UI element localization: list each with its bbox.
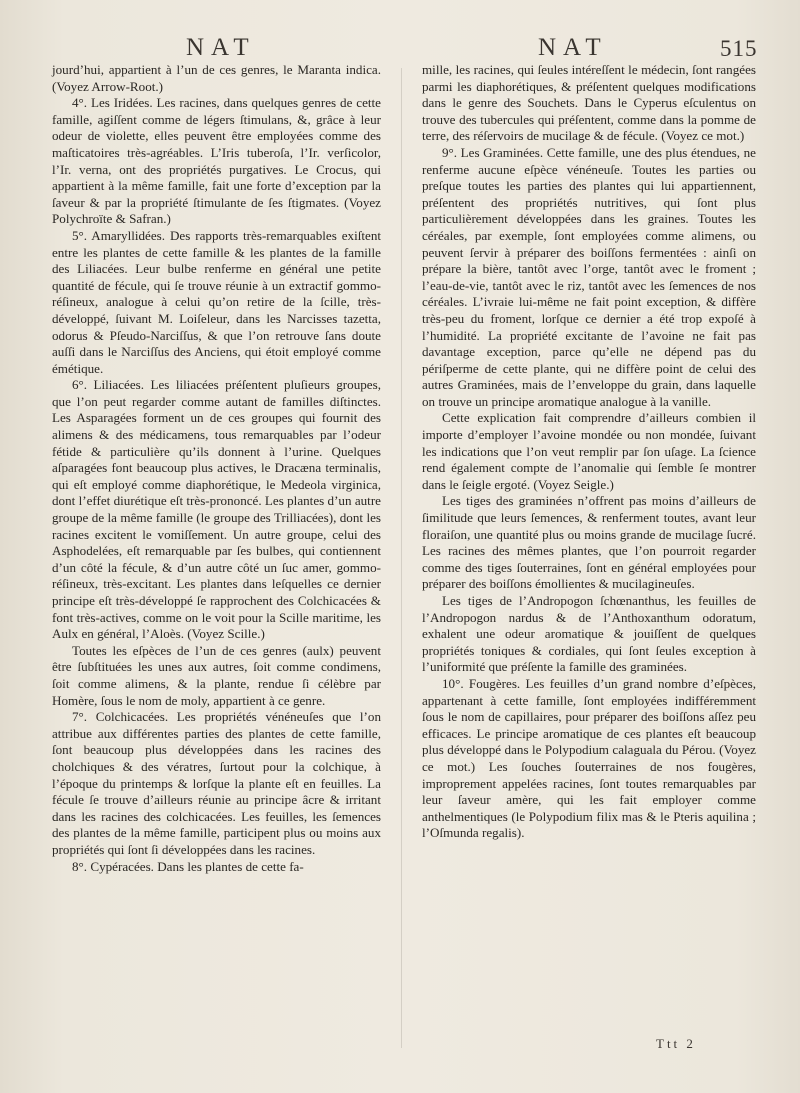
paragraph-liliacees: 6°. Liliacées. Les liliacées préſentent pluſieurs groupes, que l’on peut regarder comme autant de familles diſtinctes. Les Asparagées forment un de ces groupes qui fournit des alimens & des médicamens, tous remarquables par l’odeur fétide & particulière qu’ils donnent à l’urine. Quelques aſparagées font beaucoup plus actives, le Dracæna terminalis, qui eſt employé comme diaphorétique, le Medeola virginica, dont l’effet diurétique eſt très-prononcé. Les plantes d’un autre groupe de la même famille (le groupe des Trilliacées), dont les racines excitent le vomiſſement. Un autre groupe, celui des Asphodelées, eſt remarquable par ſes bulbes, qui contiennent d’un côté la fécule, & d’un autre côté un ſuc amer, gommo-réſineux, très-excitant. Les plantes dans leſquelles ce dernier principe eſt très-développé ſe rapprochent des Colchicacées & font très-actives, comme on le voit pour la Scille maritime, les Aulx en général, l’Aloès. (Voyez Scille.) (52, 377, 381, 642)
signature-mark: Ttt 2 (656, 1036, 696, 1051)
paragraph-amaryllidees: 5°. Amaryllidées. Des rapports très-remarquables exiſtent entre les plantes de cette famille & les plantes de la famille des Liliacées. Leur bulbe renferme en général une petite quantité de fécule, qui ſe trouve réunie à un extractif gommo-réſineux, analogue à celui qu’on retire de la ſcille, très-développé, ſuivant M. Loiſeleur, dans les Narcisses tazetta, odorus & Pſeudo-Narciſſus, & que l’on retrouve ſans doute auſſi dans le Narciſſus des Anciens, qui étoit employé comme émétique. (52, 227, 381, 376)
paragraph-cyperacees-cont: mille, les racines, qui ſeules intéreſſent le médecin, ſont rangées parmi les diaphorétiques, & préſentent quelques modifications dans le genre des Souchets. Dans le Cyperus eſculentus on trouve des tubercules qui préſentent, comme dans la pomme de terre, des réſervoirs de mucilage & de fécule. (Voyez ce mot.) (422, 62, 756, 144)
running-head-right: NAT (538, 34, 608, 61)
right-column (422, 62, 756, 842)
paragraph-iridees: 4°. Les Iridées. Les racines, dans quelques genres de cette famille, agiſſent comme de légers ſtimulans, &, grâce à leur odeur de violette, elles peuvent être employées comme des maſticatoires très-agréables. L’Iris tuberoſa, l’Ir. verſicolor, l’Ir. verna, ont des propriétés purgatives. Le Crocus, qui appartient à la même famille, fait une forte d’exception par la ſaveur & par la propriété ſtimulante de ſes ſtigmates. (Voyez Polychroïte & Safran.) (52, 95, 381, 227)
paragraph-aulx: Toutes les eſpèces de l’un de ces genres (aulx) peuvent être ſubſtituées les unes aux autres, ſoit comme condimens, ſoit comme alimens, & la plante, rendue ſi célèbre par Homère, ſous le nom de moly, appartient à ce genre. (52, 642, 381, 708)
paragraph-explication: Cette explication fait comprendre d’ailleurs combien il importe d’employer l’avoine mondée ou non mondée, ſuivant les indications que l’on veut remplir par ſon uſage. La ſcience rend également compte de l’anomalie qui ſemble ſe montrer dans le ſeigle ergoté. (Voyez Seigle.) (422, 410, 756, 492)
paragraph-tiges: Les tiges des graminées n’offrent pas moins d’ailleurs de ſimilitude que leurs ſemences, & renferment toutes, avant leur floraiſon, une quantité plus ou moins grande de mucilage ſucré. Les racines des mêmes plantes, que l’on pourroit regarder comme des tiges ſouterraines, ſont en général employées pour préparer des boiſſons émollientes & mucilagineuſes. (422, 493, 756, 592)
paragraph-colchicacees: 7°. Colchicacées. Les propriétés vénéneuſes que l’on attribue aux différentes parties des plantes de cette famille, ſont beaucoup plus développées dans les racines des cholchiques & des vératres, ſurtout pour la colchique, à l’époque du printemps & lorſque la plante eſt en feuilles. La fécule ſe trouve d’ailleurs réunie au principe âcre & irritant dans les racines des colchicacées. Les feuilles, les ſemences des plantes de la même famille, participent plus ou moins aux propriétés qui ſont ſi développées dans les racines. (52, 709, 381, 857)
paragraph-andropogon: Les tiges de l’Andropogon ſchœnanthus, les feuilles de l’Andropogon nardus & de l’Anthoxanthum odoratum, exhalent une odeur aromatique & jouiſſent de quelques propriétés toniques & cordiales, qui ſont ſeules exception à l’uniformité que préſente la famille des graminées. (422, 593, 756, 675)
column-divider (401, 68, 402, 1048)
paragraph-graminees: 9°. Les Graminées. Cette famille, une des plus étendues, ne renferme aucune eſpèce vénéneuſe. Toutes les parties ou preſque toutes les parties des plantes qui lui appartiennent, préſentent des propriétés nutritives, qui ſont plus particulièrement développées dans les graines. Toutes les céréales, par exemple, ſont employées comme alimens, ou peuvent ſervir à préparer des boiſſons fermentées : ainſi on prépare la bière, tantôt avec l’orge, tantôt avec le froment ; l’eau-de-vie, tantôt avec le riz, tantôt avec les ſemences de nos céréales. L’ivraie lui-même ne fait point exception, & diffère très-peu du froment, lorſque ce dernier a été trop expoſé à l’humidité. La propriété excitante de l’avoine ne fait pas davantage exception, parce qu’elle ne dépend pas du périſperme de cette plante, qui ne diffère point de celui des autres Graminées, mais de l’enveloppe du grain, dans laquelle on trouve un principe aromatique analogue à la vanille. (422, 144, 756, 409)
left-column (52, 62, 381, 875)
paragraph-continuation: jourd’hui, appartient à l’un de ces genres, le Maranta indica. (Voyez Arrow-Root.) (52, 62, 381, 94)
running-head-left: NAT (186, 34, 256, 61)
paragraph-cyperacees: 8°. Cypéracées. Dans les plantes de cette fa- (72, 858, 304, 874)
page-number: 515 (720, 36, 758, 61)
paragraph-fougeres: 10°. Fougères. Les feuilles d’un grand nombre d’eſpèces, appartenant à cette famille, ſont employées indifféremment ſous le nom de capillaires, pour préparer des boiſſons aſſez peu efficaces. Le principe aromatique de ces plantes eſt beaucoup plus développé dans le Polypodium calaguala du Pérou. (Voyez ce mot.) Les ſouches ſouterraines de nos fougères, improprement appelées racines, ſont toutes remarquables par leur ſaveur amère, qui les fait employer comme anthelmentiques (le Polypodium filix mas & le Pteris aquilina ; l’Oſmunda regalis). (422, 675, 756, 841)
